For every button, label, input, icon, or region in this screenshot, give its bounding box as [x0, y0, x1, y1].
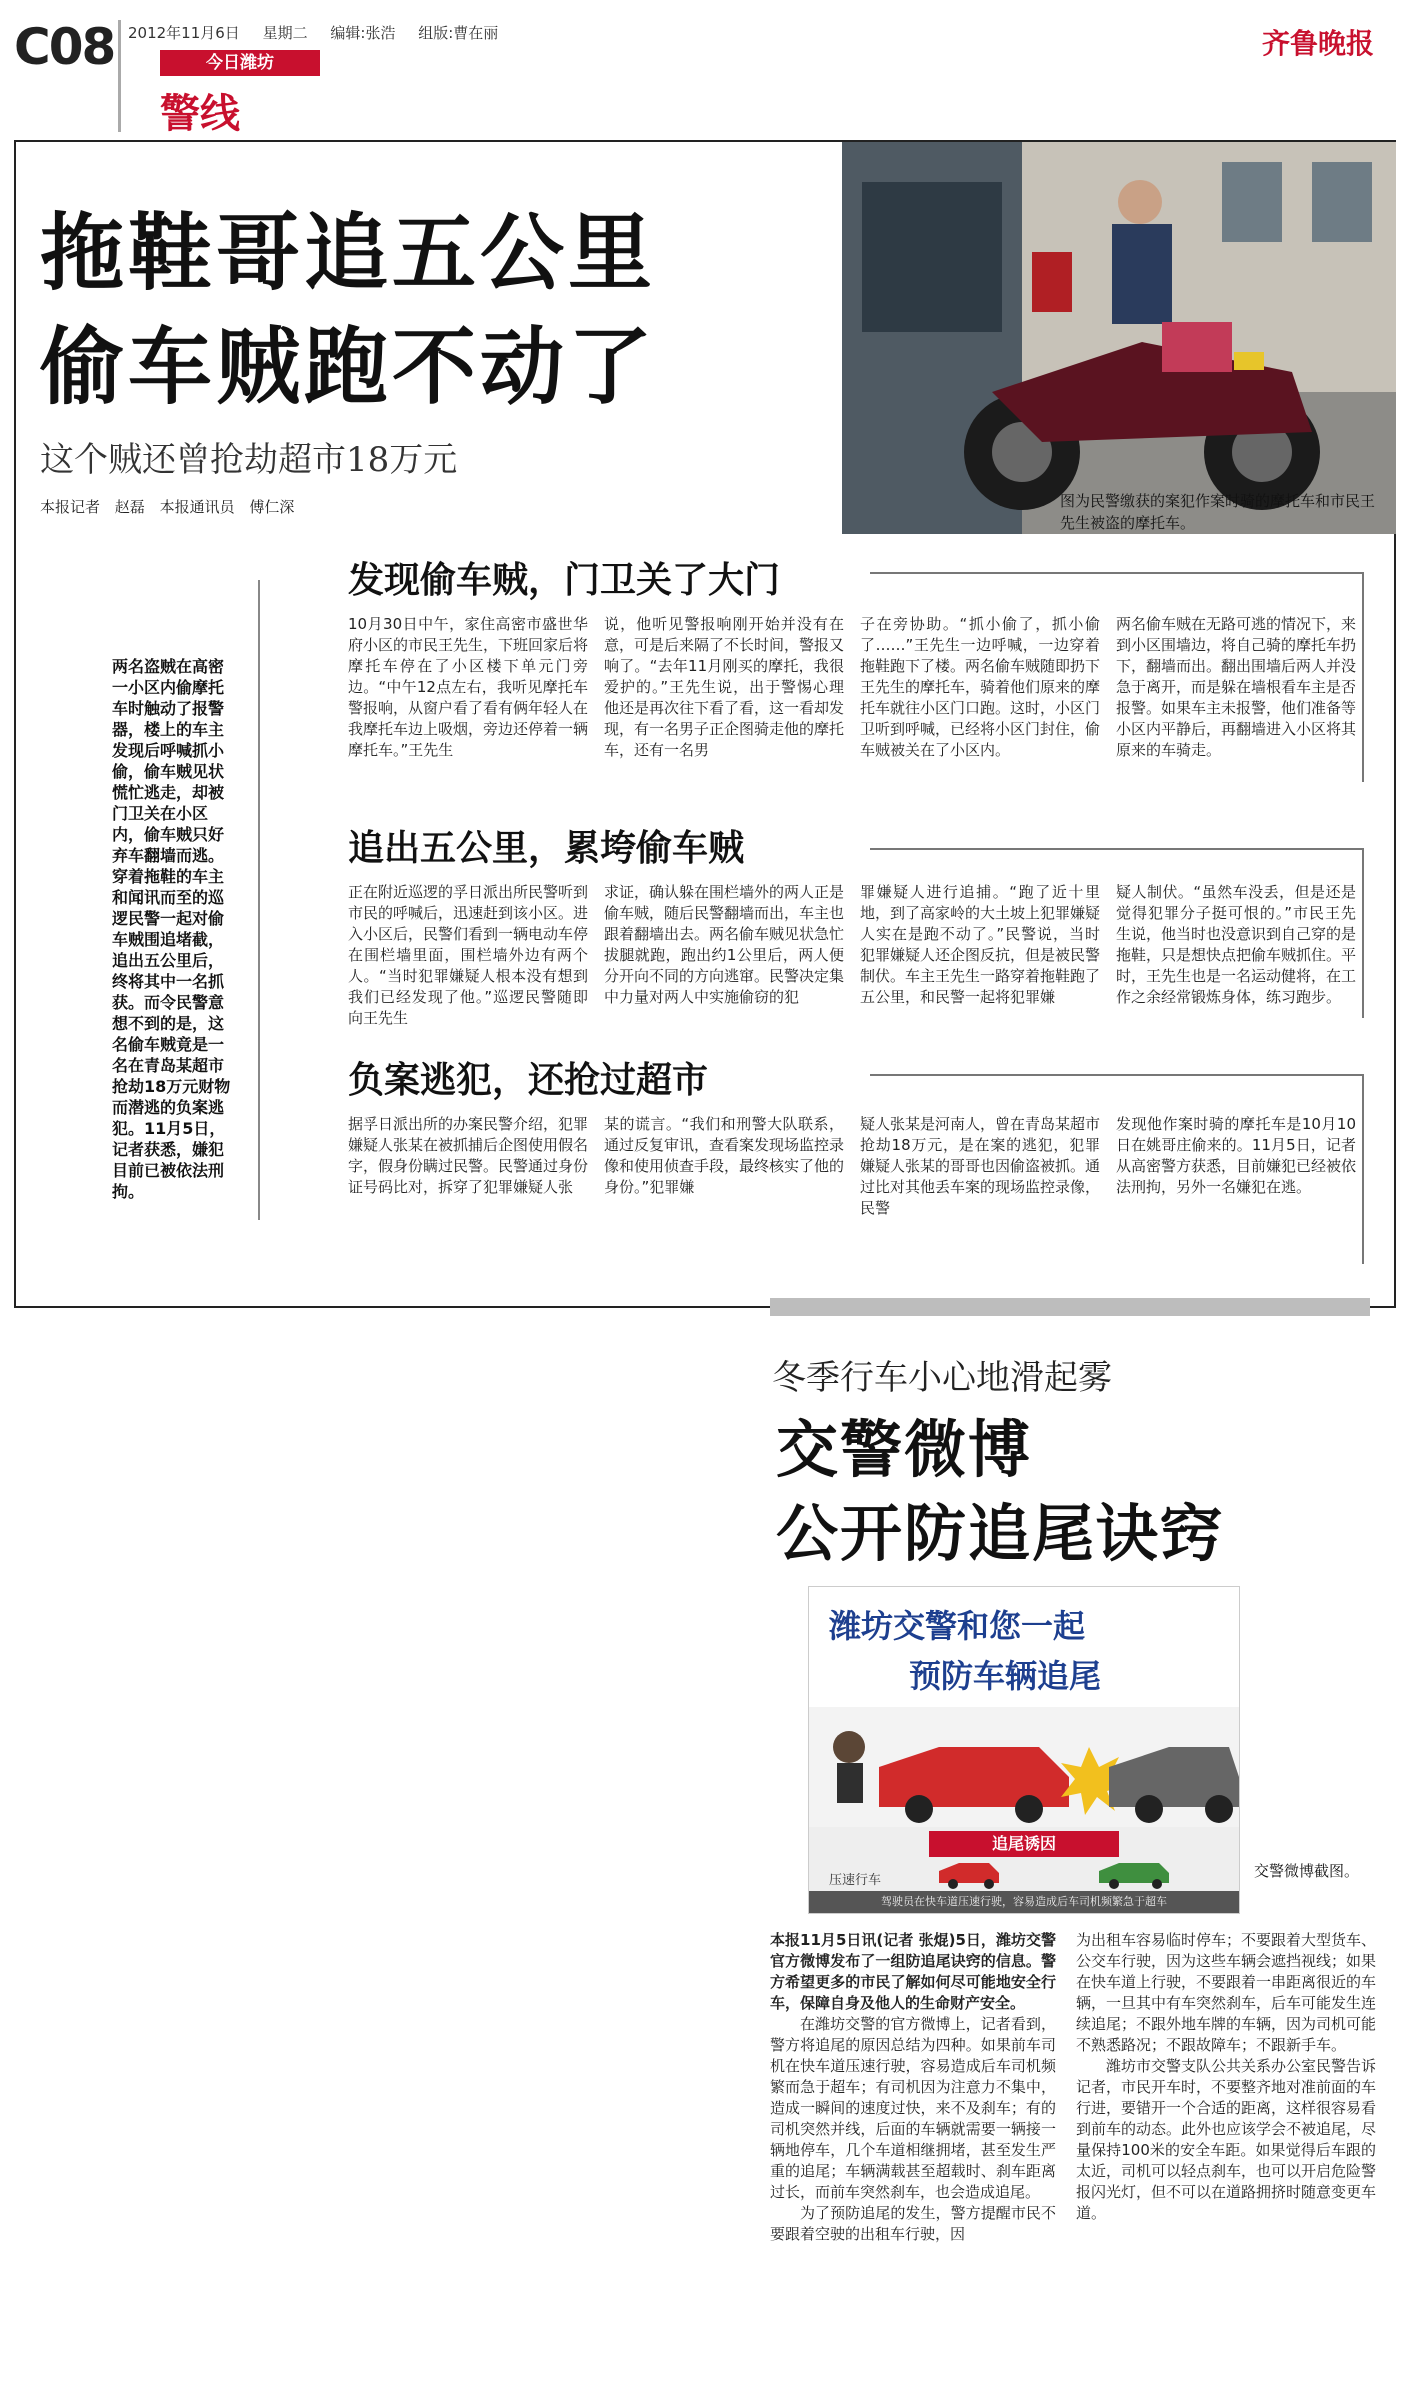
- traffic-weibo-graphic: [808, 1586, 1240, 1914]
- article-column: 某的谎言。“我们和刑警大队联系，通过反复审讯，查看案发现场监控录像和使用侦查手段，最终核实了他的身份。”犯罪嫌: [604, 1115, 845, 1196]
- story2-headline-1: 交警微博: [776, 1413, 1033, 1486]
- graphic-label: 压速行车: [829, 1873, 882, 1888]
- story1-byline: [40, 496, 304, 517]
- article-column: 正在附近巡逻的孚日派出所民警听到市民的呼喊后，迅速赶到该小区。进入小区后，民警们看到一辆电动车停在围栏墙里面，围栏墙外边有两个人。“当时犯罪嫌疑人根本没有想到我们已经发现了他。”巡逻民警随即向王先生: [348, 883, 589, 1027]
- article-column: 两名偷车贼在无路可逃的情况下，来到小区围墙边，将自己骑的摩托车扔下，翻墙而出。翻出围墙后两人并没急于离开，而是躲在墙根看车主是否报警。如果车主未报警，他们准备等小区内平静后，再翻墙进入小区将其原来的车骑走。: [1116, 615, 1357, 759]
- masthead-divider: [118, 20, 121, 132]
- byline-name: 赵磊: [114, 498, 145, 516]
- article-paragraph: 本报11月5日讯(记者 张焜)5日，潍坊交警官方微博发布了一组防追尾诀窍的信息。警方希望更多的市民了解如何尽可能地安全行车，保障自身及他人的生命财产安全。: [770, 1931, 1056, 2012]
- byline-name: 傅仁深: [249, 498, 295, 516]
- story2-headline-2: 公开防追尾诀窍: [776, 1497, 1225, 1570]
- graphic-title-2: 预防车辆追尾: [909, 1657, 1102, 1695]
- small-cars-icon: [919, 1859, 1219, 1889]
- article-column: 子在旁协助。“抓小偷了，抓小偷了……”王先生一边呼喊，一边穿着拖鞋跑下了楼。两名偷车贼随即扔下王先生的摩托车，骑着他们原来的摩托车就往小区门口跑。这时，小区门卫听到呼喊，已经将小区门封住，偷车贼被关在了小区内。: [860, 615, 1101, 759]
- article-paragraph: 潍坊市交警支队公共关系办公室民警告诉记者，市民开车时，不要整齐地对准前面的车行进，要错开一个合适的距离，这样很容易看到前车的动态。此外也应该学会不被追尾，尽量保持100米的安全车距。如果觉得后车跟的太近，司机可以轻点刹车，也可以开启危险警报闪光灯，但不可以在道路拥挤时随意变更车道。: [1076, 2057, 1377, 2222]
- section-rule: [1362, 848, 1364, 1018]
- byline-role: 本报通讯员: [159, 498, 235, 516]
- article-paragraph: 为了预防追尾的发生，警方提醒市民不要跟着空驶的出租车行驶，因: [770, 2204, 1056, 2243]
- section-name: 警线: [160, 91, 240, 137]
- story1-lead: 两名盗贼在高密一小区内偷摩托车时触动了报警器，楼上的车主发现后呼喊抓小偷，偷车贼见状慌忙逃走，却被门卫关在小区内，偷车贼只好弃车翻墙而逃。穿着拖鞋的车主和闻讯而至的巡逻民警一起对偷车贼围追堵截，追出五公里后，终将其中一名抓获。而令民警意想不到的是，这名偷车贼竟是一名在青岛某超市抢劫18万元财物而潜逃的负案逃犯。11月5日，记者获悉，嫌犯目前已被依法刑拘。: [112, 657, 231, 1201]
- story2-kicker: 冬季行车小心地滑起雾: [772, 1358, 1112, 1398]
- section-heading: 追出五公里，累垮偷车贼: [348, 828, 745, 869]
- graphic-footer: 驾驶员在快车道压速行驶，容易造成后车司机频繁急于超车: [809, 1891, 1239, 1913]
- section-rule: [870, 848, 1364, 850]
- story1-photo-caption: 图为民警缴获的案犯作案时骑的摩托车和市民王先生被盗的摩托车。: [1060, 492, 1376, 532]
- article-column: 疑人制伏。“虽然车没丢，但是还是觉得犯罪分子挺可恨的。”市民王先生说，他当时也没意识到自己穿的是拖鞋，只是想快点把偷车贼抓住。平时，王先生也是一名运动健将，在工作之余经常锻炼身体，练习跑步。: [1116, 883, 1357, 1006]
- story1-photo: [842, 142, 1396, 534]
- section-rule: [870, 1074, 1364, 1076]
- article-column: 求证，确认躲在围栏墙外的两人正是偷车贼，随后民警翻墙而出，车主也跟着翻墙出去。两名偷车贼见状急忙拔腿就跑，跑出约1公里后，两人便分开向不同的方向逃窜。民警决定集中力量对两人中实施偷窃的犯: [604, 883, 845, 1006]
- page-number: C08: [14, 18, 115, 76]
- article-column: 据孚日派出所的办案民警介绍，犯罪嫌疑人张某在被抓捕后企图使用假名字，假身份瞒过民警。民警通过身份证号码比对，拆穿了犯罪嫌疑人张: [348, 1115, 589, 1196]
- article-column: 10月30日中午，家住高密市盛世华府小区的市民王先生，下班回家后将摩托车停在了小区楼下单元门旁边。“中午12点左右，我听见摩托车警报响，从窗户看了看有俩年轻人在我摩托车边上吸烟，旁边还停着一辆摩托车。”王先生: [348, 615, 589, 759]
- article-paragraph: 为出租车容易临时停车；不要跟着大型货车、公交车行驶，因为这些车辆会遮挡视线；如果在快车道上行驶，不要跟着一串距离很近的车辆，一旦其中有车突然刹车，后车可能发生连续追尾；不跟外地车牌的车辆，因为司机可能不熟悉路况；不跟故障车；不跟新手车。: [1076, 1931, 1377, 2054]
- article-paragraph: 在潍坊交警的官方微博上，记者看到，警方将追尾的原因总结为四种。如果前车司机在快车道压速行驶，容易造成后车司机频繁而急于超车；有司机因为注意力不集中，造成一瞬间的速度过快，来不及刹车；有的司机突然并线，后面的车辆就需要一辆接一辆地停车，几个车道相继拥堵，甚至发生严重的追尾；车辆满载甚至超载时、刹车距离过长，而前车突然刹车，也会造成追尾。: [770, 2015, 1056, 2201]
- article-column: [770, 1930, 1056, 2245]
- layout-credit: 组版:曹在丽: [418, 24, 499, 42]
- article-column: [1076, 1930, 1376, 2224]
- article-column: 发现他作案时骑的摩托车是10月10日在姚哥庄偷来的。11月5日，记者从高密警方获悉，目前嫌犯已经被依法刑拘，另外一名嫌犯在逃。: [1116, 1115, 1357, 1196]
- section-rule: [1362, 1074, 1364, 1264]
- story1-headline-1: 拖鞋哥追五公里: [40, 204, 657, 302]
- byline-role: 本报记者: [40, 498, 101, 516]
- section-heading: 负案逃犯，还抢过超市: [348, 1060, 709, 1101]
- section-rule: [1362, 572, 1364, 782]
- section-rule: [870, 572, 1364, 574]
- issue-weekday: 星期二: [262, 24, 308, 42]
- story1-deck: 这个贼还曾抢劫超市18万元: [40, 440, 458, 480]
- motorcycle-photo-illustration: [842, 142, 1396, 534]
- section-tag: 今日潍坊: [160, 50, 320, 76]
- article-column: 说，他听见警报响刚开始并没有在意，可是后来隔了不长时间，警报又响了。“去年11月刚买的摩托，我很爱护的。”王先生说，出于警惕心理他还是再次往下看了看，这一看却发现，有一名男子正企图骑走他的摩托车，还有一名男: [604, 615, 845, 759]
- editor-credit: 编辑:张浩: [330, 24, 396, 42]
- section-heading: 发现偷车贼，门卫关了大门: [348, 560, 781, 601]
- graphic-title-1: 潍坊交警和您一起: [829, 1607, 1086, 1645]
- masthead-meta: [128, 22, 516, 43]
- paper-logo: 齐鲁晚报: [1262, 27, 1375, 60]
- lead-bracket: [258, 580, 280, 1220]
- article-column: 罪嫌疑人进行追捕。“跑了近十里地，到了高家岭的大土坡上犯罪嫌疑人实在是跑不动了。”民警说，当时犯罪嫌疑人还企图反抗，但是被民警制伏。车主王先生一路穿着拖鞋跑了五公里，和民警一起将犯罪嫌: [860, 883, 1101, 1006]
- story1-headline-2: 偷车贼跑不动了: [40, 318, 657, 416]
- story2-graphic-caption: 交警微博截图。: [1254, 1862, 1360, 1880]
- story2-top-bar: [770, 1298, 1370, 1316]
- article-column: 疑人张某是河南人，曾在青岛某超市抢劫18万元，是在案的逃犯，犯罪嫌疑人张某的哥哥也因偷盗被抓。通过比对其他丢车案的现场监控录像，民警: [860, 1115, 1101, 1217]
- cars-collision-icon: [809, 1707, 1239, 1827]
- issue-date: 2012年11月6日: [128, 24, 240, 42]
- graphic-banner: 追尾诱因: [929, 1831, 1119, 1857]
